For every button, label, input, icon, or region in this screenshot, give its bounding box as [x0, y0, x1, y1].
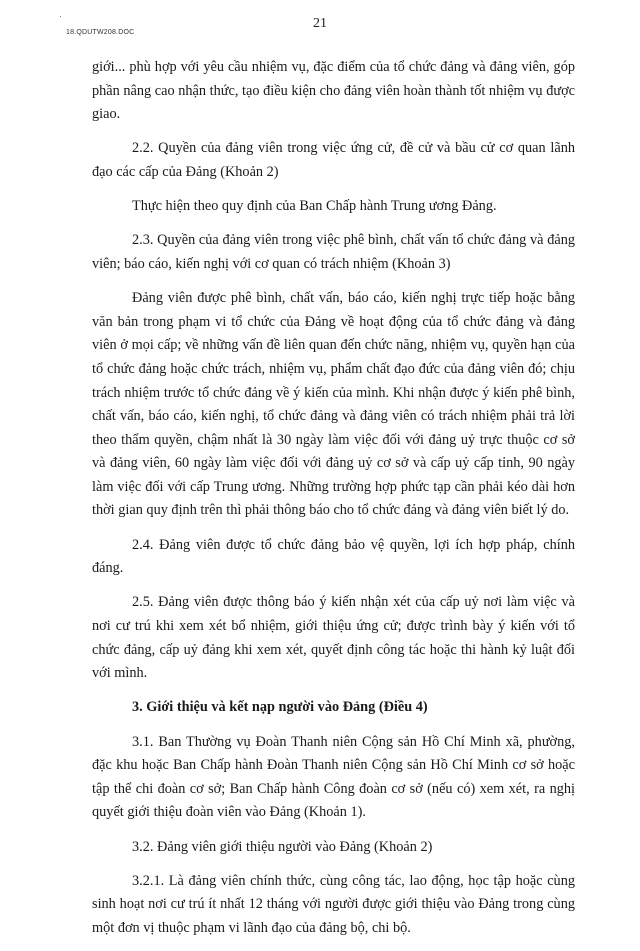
- page-number: 21: [313, 16, 327, 31]
- paragraph: Thực hiện theo quy định của Ban Chấp hành Trung ương Đảng.: [132, 198, 497, 215]
- document-body: [92, 56, 575, 951]
- section-heading-3-2-1: 3.2.1. Là đảng viên chính thức, cùng công tác, lao động, học tập hoặc cùng sinh hoạt nơi cư trú ít nhất 12 tháng với người được giới thiệu vào Đảng trong cùng một đơn vị thuộc phạm vi lãnh đạo của đảng bộ, chi bộ.: [92, 872, 575, 936]
- section-heading-3-2: 3.2. Đảng viên giới thiệu người vào Đảng (Khoản 2): [132, 838, 433, 855]
- section-heading-2-3: 2.3. Quyền của đảng viên trong việc phê bình, chất vấn tổ chức đảng và đảng viên; báo cáo, kiến nghị với cơ quan có trách nhiệm (Khoản 3): [92, 232, 575, 272]
- section-heading-2-5: 2.5. Đảng viên được thông báo ý kiến nhận xét của cấp uỷ nơi làm việc và nơi cư trú khi xem xét bổ nhiệm, giới thiệu ứng cử; được trình bày ý kiến với tổ chức đảng, cấp uỷ đảng khi xem xét, quyết định công tác hoặc thi hành kỷ luật đối với mình.: [92, 594, 575, 682]
- section-heading-2-4: 2.4. Đảng viên được tổ chức đảng bảo vệ quyền, lợi ích hợp pháp, chính đáng.: [92, 536, 575, 577]
- file-label: 18.QDUTW208.DOC: [66, 29, 135, 36]
- section-heading-2-2: 2.2. Quyền của đảng viên trong việc ứng cử, đề cử và bầu cử cơ quan lãnh đạo các cấp của Đảng (Khoản 2): [92, 140, 575, 180]
- section-heading-3-1: 3.1. Ban Thường vụ Đoàn Thanh niên Cộng sản Hồ Chí Minh xã, phường, đặc khu hoặc Ban Chấp hành Đoàn Thanh niên Cộng sản Hồ Chí Minh cơ sở hoặc tập thể chi đoàn cơ sở; Ban Chấp hành Công đoàn cơ sở (nếu có) xem xét, ra nghị quyết giới thiệu đoàn viên vào Đảng (Khoản 1).: [92, 733, 575, 821]
- section-heading-3: 3. Giới thiệu và kết nạp người vào Đảng (Điều 4): [132, 699, 428, 716]
- paragraph: giới... phù hợp với yêu cầu nhiệm vụ, đặc điểm của tổ chức đảng và đảng viên, góp phần nâng cao nhận thức, tạo điều kiện cho đảng viên hoàn thành tốt nhiệm vụ được giao.: [92, 59, 575, 123]
- paragraph: Đảng viên được phê bình, chất vấn, báo cáo, kiến nghị trực tiếp hoặc bằng văn bản trong phạm vi tổ chức của Đảng về hoạt động của tổ chức đảng và đảng viên ở mọi cấp; về những vấn đề liên quan đến chức năng, nhiệm vụ, quyền hạn của tổ chức đảng hoặc chức trách, nhiệm vụ, phẩm chất đạo đức của đảng viên đó; chịu trách nhiệm trước tổ chức đảng về ý kiến của mình. Khi nhận được ý kiến phê bình, chất vấn, báo cáo, kiến nghị, tổ chức đảng và đảng viên có trách nhiệm phải trả lời theo thẩm quyền, chậm nhất là 30 ngày làm việc đối với đảng uỷ trực thuộc cơ sở và đảng viên, 60 ngày làm việc đối với đảng uỷ cơ sở và cấp uỷ cấp tỉnh, 90 ngày làm việc đối với cấp Trung ương. Những trường hợp phức tạp cần phải kéo dài hơn thời gian quy định trên thì phải thông báo cho tổ chức đảng và đảng viên biết lý do.: [92, 290, 575, 519]
